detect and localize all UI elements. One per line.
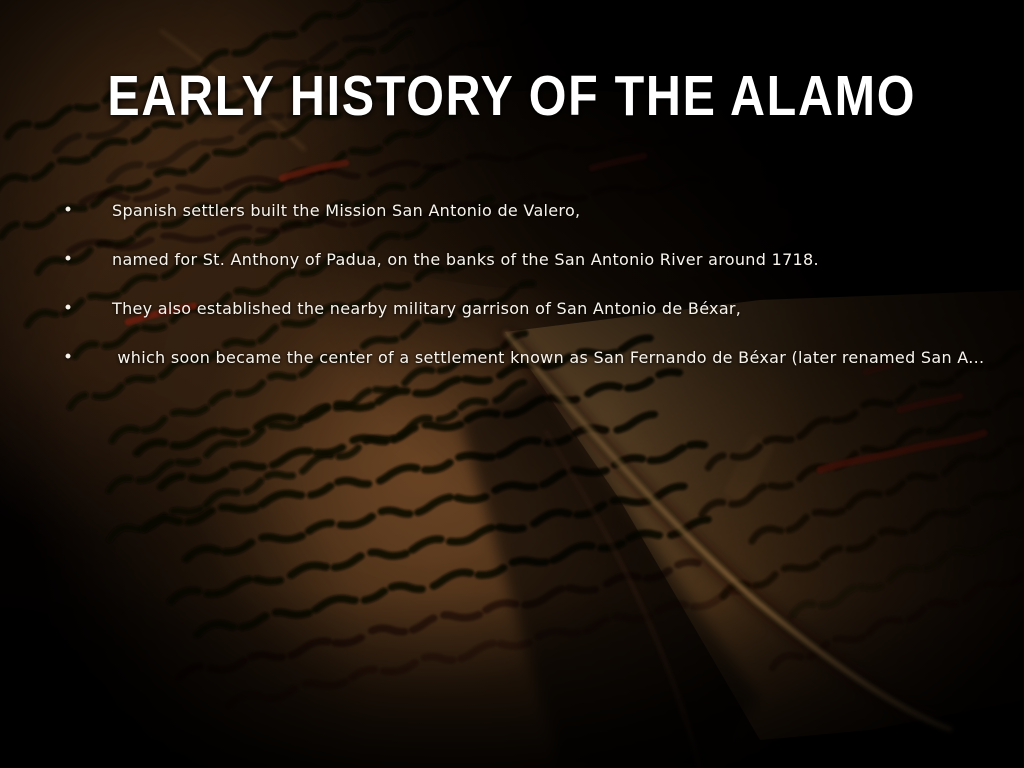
bullet-text: Spanish settlers built the Mission San Antonio de Valero, — [112, 201, 581, 221]
bullet-text: They also established the nearby military garrison of San Antonio de Béxar, — [112, 299, 742, 319]
bullet-text: which soon became the center of a settlement known as San Fernando de Béxar (later renamed San A... — [112, 348, 985, 368]
bullet-list — [0, 196, 1024, 392]
bullet-marker-icon: • — [63, 298, 74, 319]
bullet-text: named for St. Anthony of Padua, on the banks of the San Antonio River around 1718. — [112, 250, 819, 270]
bullet-marker-icon: • — [63, 249, 74, 270]
bullet-item — [0, 294, 1024, 324]
slide-title — [0, 64, 1024, 128]
slide-title-text: EARLY HISTORY OF THE ALAMO — [107, 64, 917, 128]
bullet-marker-icon: • — [63, 200, 74, 221]
bullet-item — [0, 196, 1024, 226]
bullet-marker-icon: • — [63, 347, 74, 368]
bullet-item — [0, 245, 1024, 275]
bullet-item — [0, 343, 1024, 373]
